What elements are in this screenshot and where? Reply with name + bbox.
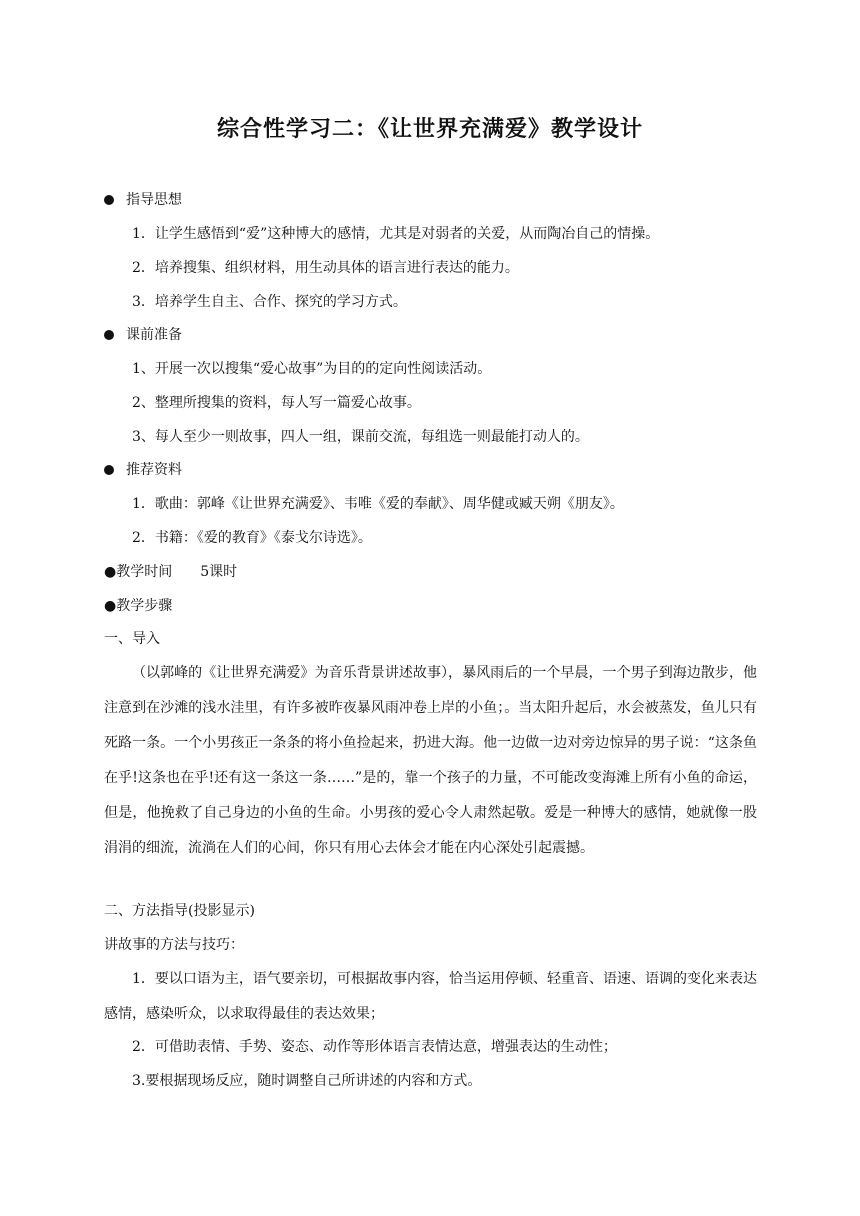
list-item: 3．培养学生自主、合作、探究的学习方式。 <box>132 294 407 310</box>
intro-paragraph: （以郭峰的《让世界充满爱》为音乐背景讲述故事），暴风雨后的一个早晨，一个男子到海边散步，他注意到在沙滩的浅水洼里，有许多被昨夜暴风雨冲卷上岸的小鱼；。当太阳升起后，水会被蒸发，鱼儿只有死路一条。一个小男孩正一条条的将小鱼捡起来，扔进大海。他一边做一边对旁边惊异的男子说：“这条鱼在乎!这条也在乎!还有这一条这一条……”是的，靠一个孩子的力量，不可能改变海滩上所有小鱼的命运，但是，他挽救了自己身边的小鱼的生命。小男孩的爱心令人肃然起敬。爱是一种博大的感情，她就像一股涓涓的细流，流淌在人们的心间，你只有用心去体会才能在内心深处引起震撼。 <box>104 665 757 856</box>
method-subheading: 讲故事的方法与技巧： <box>104 937 244 953</box>
bullet-icon <box>104 195 114 205</box>
section-heading-prep: 课前准备 <box>104 325 182 345</box>
bullet-icon <box>104 465 114 475</box>
list-item: 2．书籍：《爱的教育》《泰戈尔诗选》。 <box>132 530 372 546</box>
list-item: 2．培养搜集、组织材料，用生动具体的语言进行表达的能力。 <box>132 260 519 276</box>
part-heading-intro: 一、导入 <box>104 631 160 647</box>
list-item: 1．歌曲：郭峰《让世界充满爱》、韦唯《爱的奉献》、周华健或臧天朔《朋友》。 <box>132 496 624 512</box>
teaching-time: ●教学时间 5课时 <box>104 564 238 580</box>
part-heading-method: 二、方法指导(投影显示) <box>104 903 255 919</box>
list-item: 2、整理所搜集的资料，每人写一篇爱心故事。 <box>132 395 421 411</box>
list-item: 1．要以口语为主，语气要亲切，可根据故事内容，恰当运用停顿、轻重音、语速、语调的变化来表达感情，感染听众，以求取得最佳的表达效果； <box>104 971 757 1022</box>
list-item: 3、每人至少一则故事，四人一组，课前交流，每组选一则最能打动人的。 <box>132 429 589 445</box>
section-heading-resources: 推荐资料 <box>104 460 182 480</box>
list-item: 2．可借助表情、手势、姿态、动作等形体语言表情达意，增强表达的生动性； <box>132 1039 617 1055</box>
list-item: 1、开展一次以搜集“爱心故事”为目的的定向性阅读活动。 <box>132 361 492 377</box>
list-item: 1．让学生感悟到“爱”这种博大的感情，尤其是对弱者的关爱，从而陶冶自己的情操。 <box>132 226 660 242</box>
list-item: 3.要根据现场反应，随时调整自己所讲述的内容和方式。 <box>132 1073 482 1089</box>
page-title: 综合性学习二：《让世界充满爱》教学设计 <box>216 116 643 142</box>
bullet-icon <box>104 330 114 340</box>
teaching-steps: ●教学步骤 <box>104 598 173 614</box>
section-heading-guide: 指导思想 <box>104 190 182 210</box>
